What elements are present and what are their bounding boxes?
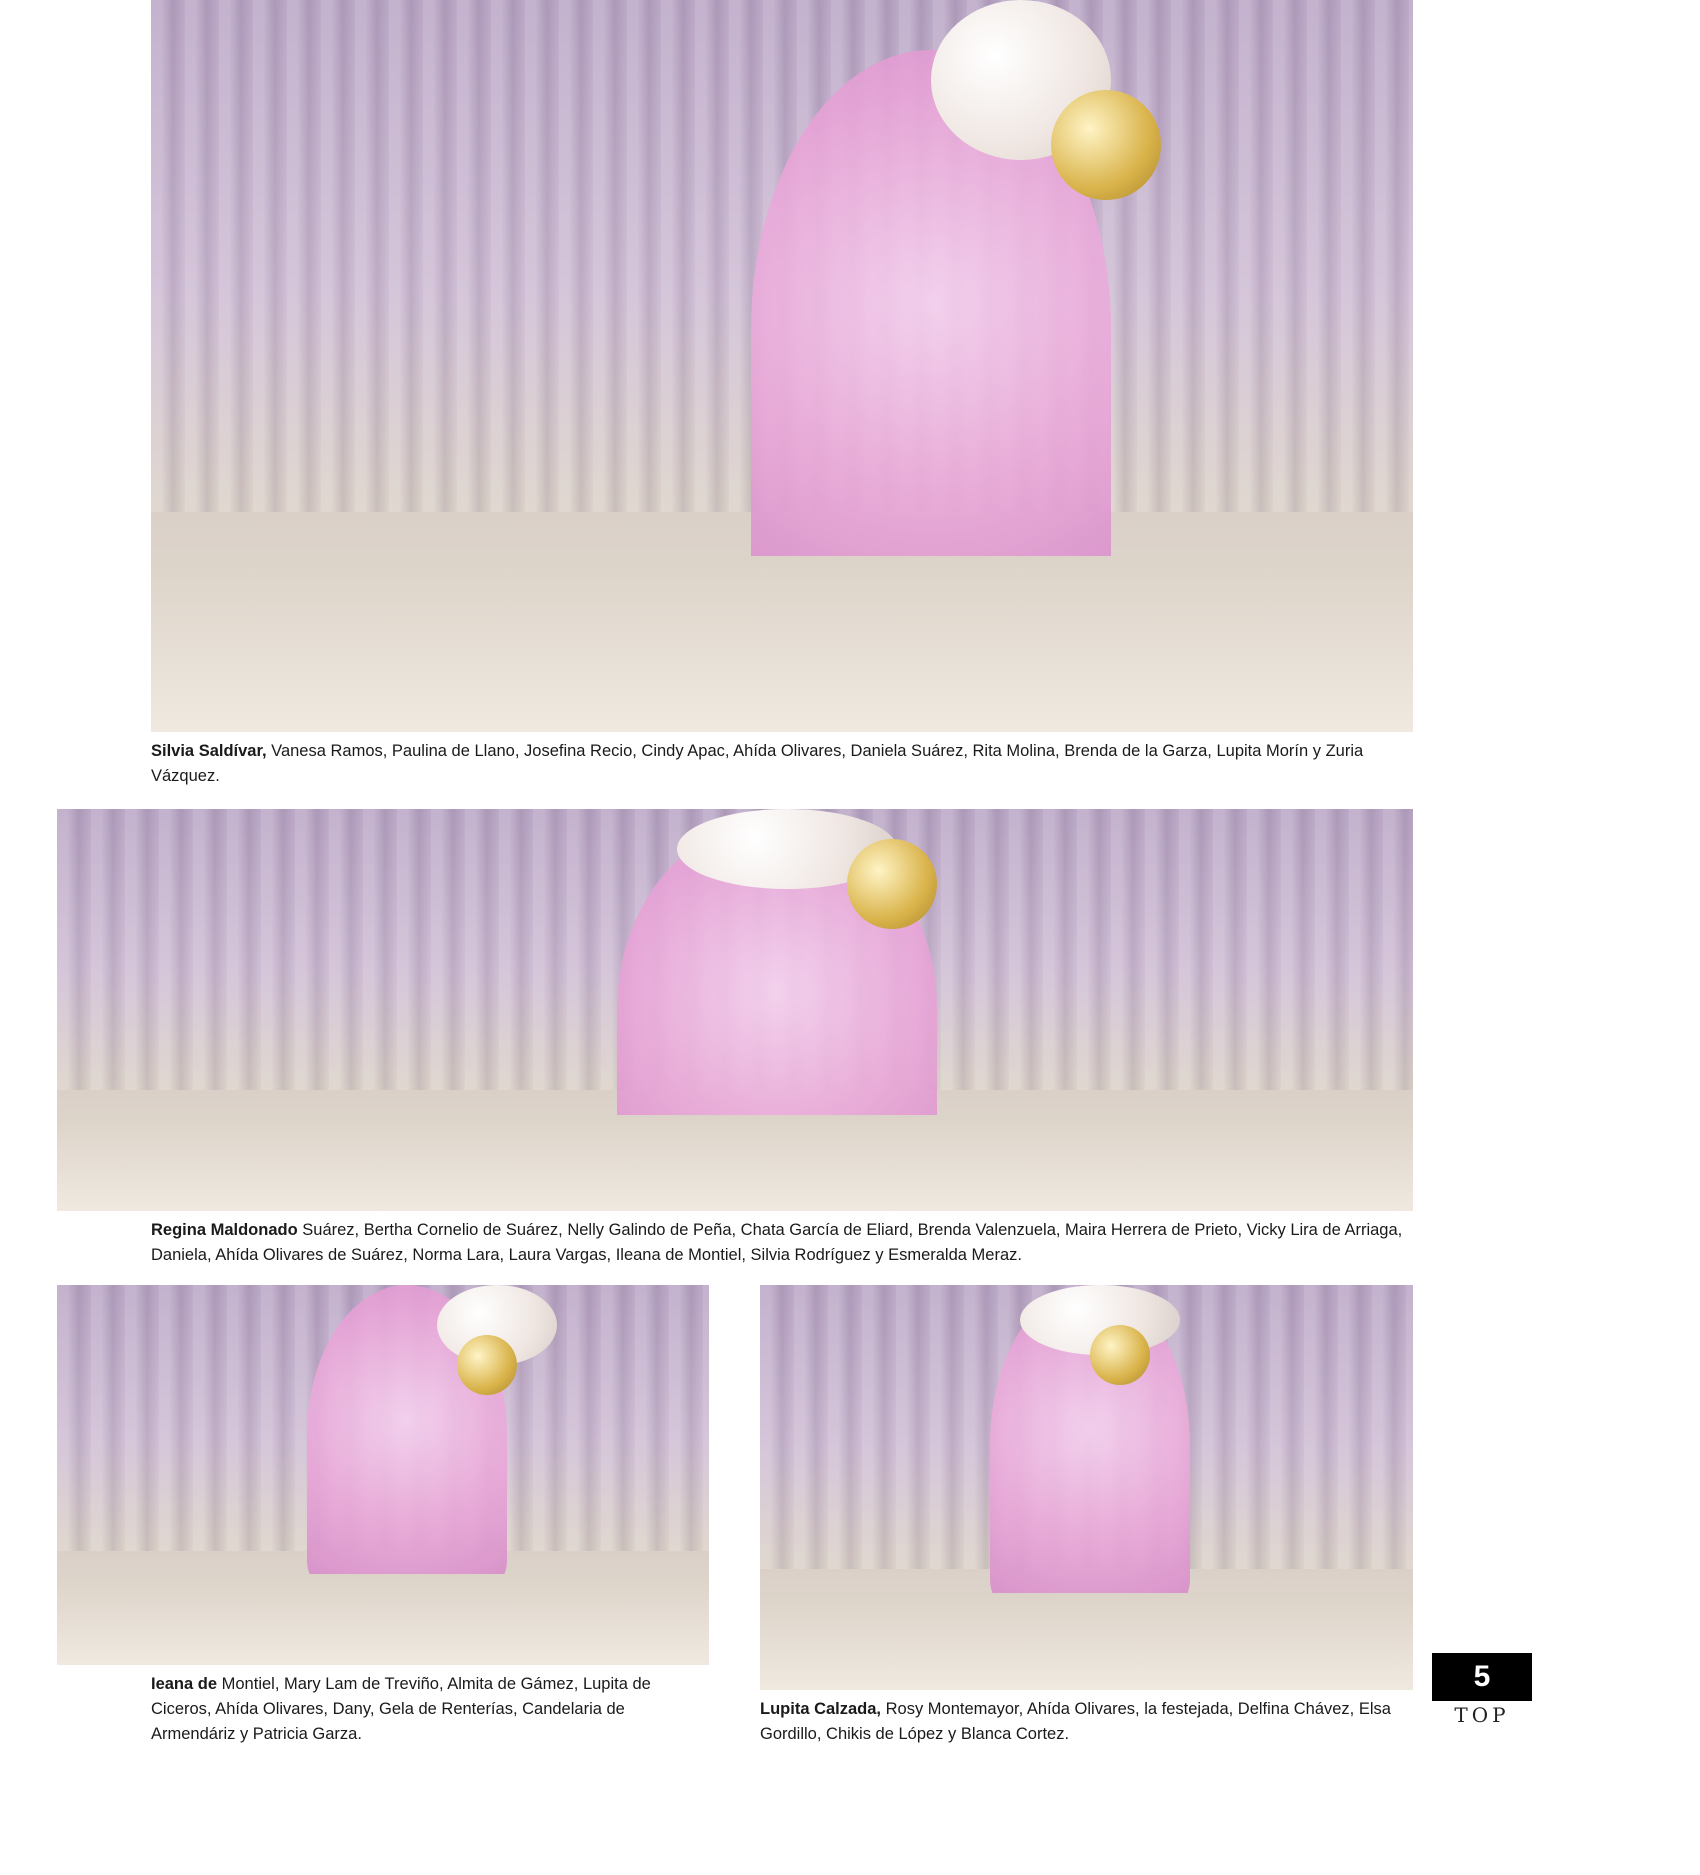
section-label: TOP: [1454, 1703, 1510, 1727]
caption-names: Montiel, Mary Lam de Treviño, Almita de Gámez, Lupita de Ciceros, Ahída Olivares, Dany, Gela de Renterías, Candelaria de Armendáriz y Patricia Garza.: [151, 1675, 651, 1743]
floor: [151, 556, 1413, 732]
caption-lead-names: Ieana de: [151, 1675, 218, 1693]
caption-lead-names: Regina Maldonado: [151, 1221, 298, 1239]
gold-balloon: [1090, 1325, 1150, 1385]
photo-2-caption: [151, 1218, 1413, 1268]
group-photo-4: [760, 1285, 1413, 1690]
floor: [57, 1574, 709, 1665]
group-photo-1: [151, 0, 1413, 732]
group-photo-3: [57, 1285, 709, 1665]
group-photo-2: [57, 809, 1413, 1211]
floor: [760, 1593, 1413, 1690]
caption-lead-names: Silvia Saldívar,: [151, 742, 267, 760]
page-number: 5: [1432, 1653, 1532, 1701]
gold-balloon: [1051, 90, 1161, 200]
floor: [57, 1115, 1413, 1211]
photo-4-caption: [760, 1697, 1413, 1747]
caption-names: Vanesa Ramos, Paulina de Llano, Josefina Recio, Cindy Apac, Ahída Olivares, Daniela Suárez, Rita Molina, Brenda de la Garza, Lupita Morín y Zuria Vázquez.: [151, 742, 1364, 785]
gold-balloon: [457, 1335, 517, 1395]
gold-balloon: [847, 839, 937, 929]
caption-names: Rosy Montemayor, Ahída Olivares, la festejada, Delfina Chávez, Elsa Gordillo, Chikis de López y Blanca Cortez.: [760, 1700, 1391, 1743]
caption-names: Suárez, Bertha Cornelio de Suárez, Nelly Galindo de Peña, Chata García de Eliard, Brenda Valenzuela, Maira Herrera de Prieto, Vicky Lira de Arriaga, Daniela, Ahída Olivares de Suárez, Norma Lara, Laura Vargas, Ileana de Montiel, Silvia Rodríguez y Esmeralda Meraz.: [151, 1221, 1403, 1264]
photo-3-caption: [151, 1672, 671, 1747]
photo-1-caption: [151, 739, 1413, 789]
caption-lead-names: Lupita Calzada,: [760, 1700, 882, 1718]
